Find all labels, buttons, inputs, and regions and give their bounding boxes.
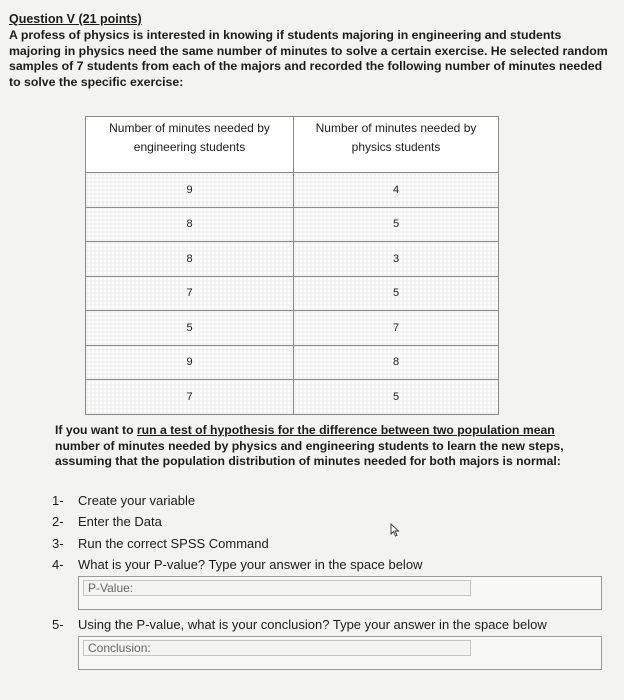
- table-header-row: [86, 117, 499, 173]
- steps-list: [52, 490, 612, 670]
- table-row: [86, 207, 499, 242]
- table-row: [86, 345, 499, 380]
- table-row: [86, 242, 499, 277]
- step-item: [52, 554, 612, 575]
- step-text: Enter the Data: [78, 514, 162, 530]
- prompt-underlined: run a test of hypothesis for the difference between two population mean: [136, 423, 555, 437]
- step-item: [52, 490, 612, 511]
- step-text: Using the P-value, what is your conclusion? Type your answer in the space below: [78, 617, 547, 633]
- prompt-rest: number of minutes needed by physics and engineering students to learn the new steps, assuming that the population distribution of minutes needed for both majors is normal:: [55, 438, 564, 468]
- step-text: What is your P-value? Type your answer in the space below: [78, 556, 423, 572]
- step-item: [52, 511, 612, 532]
- physics-cell: 4: [294, 173, 499, 208]
- physics-cell: 5: [294, 207, 499, 242]
- table-row: [86, 276, 499, 311]
- engineering-cell: 8: [86, 207, 294, 242]
- physics-cell: 5: [294, 380, 499, 415]
- step-item: [52, 614, 612, 635]
- column-header-engineering: Number of minutes needed by engineering students: [86, 117, 294, 173]
- table-row: [86, 380, 499, 415]
- question-header: [9, 12, 615, 90]
- engineering-cell: 9: [86, 345, 294, 380]
- question-intro: A profess of physics is interested in knowing if students majoring in engineering and students majoring in physics need the same number of minutes to solve a certain exercise. He selected random samples of 7 students from each of the majors and recorded the following number of minutes needed to solve the specific exercise:: [9, 28, 608, 89]
- step-number: 1-: [52, 493, 64, 508]
- step-number: 5-: [52, 617, 64, 633]
- prompt-lead: If you want to: [55, 423, 137, 437]
- physics-cell: 5: [294, 276, 499, 311]
- step-text: Run the correct SPSS Command: [78, 535, 269, 551]
- engineering-cell: 7: [86, 380, 294, 415]
- engineering-cell: 9: [86, 173, 294, 208]
- mouse-cursor-icon: [390, 523, 402, 537]
- step-item: [52, 533, 612, 554]
- engineering-cell: 5: [86, 311, 294, 346]
- hypothesis-prompt: [55, 423, 575, 470]
- table-row: [86, 173, 499, 208]
- step-number: 3-: [52, 535, 64, 551]
- column-header-physics: Number of minutes needed by physics students: [294, 117, 499, 173]
- engineering-cell: 8: [86, 242, 294, 277]
- pvalue-label: P-Value:: [83, 580, 471, 596]
- table-row: [86, 311, 499, 346]
- pvalue-answer-box[interactable]: [78, 576, 602, 610]
- physics-cell: 8: [294, 345, 499, 380]
- physics-cell: 3: [294, 242, 499, 277]
- conclusion-answer-box[interactable]: [78, 636, 602, 670]
- physics-cell: 7: [294, 311, 499, 346]
- step-number: 2-: [52, 514, 64, 530]
- data-table: [85, 116, 499, 415]
- question-title: Question V (21 points): [9, 12, 142, 26]
- conclusion-label: Conclusion:: [83, 640, 471, 656]
- step-number: 4-: [52, 556, 64, 572]
- engineering-cell: 7: [86, 276, 294, 311]
- step-text: Create your variable: [78, 493, 196, 508]
